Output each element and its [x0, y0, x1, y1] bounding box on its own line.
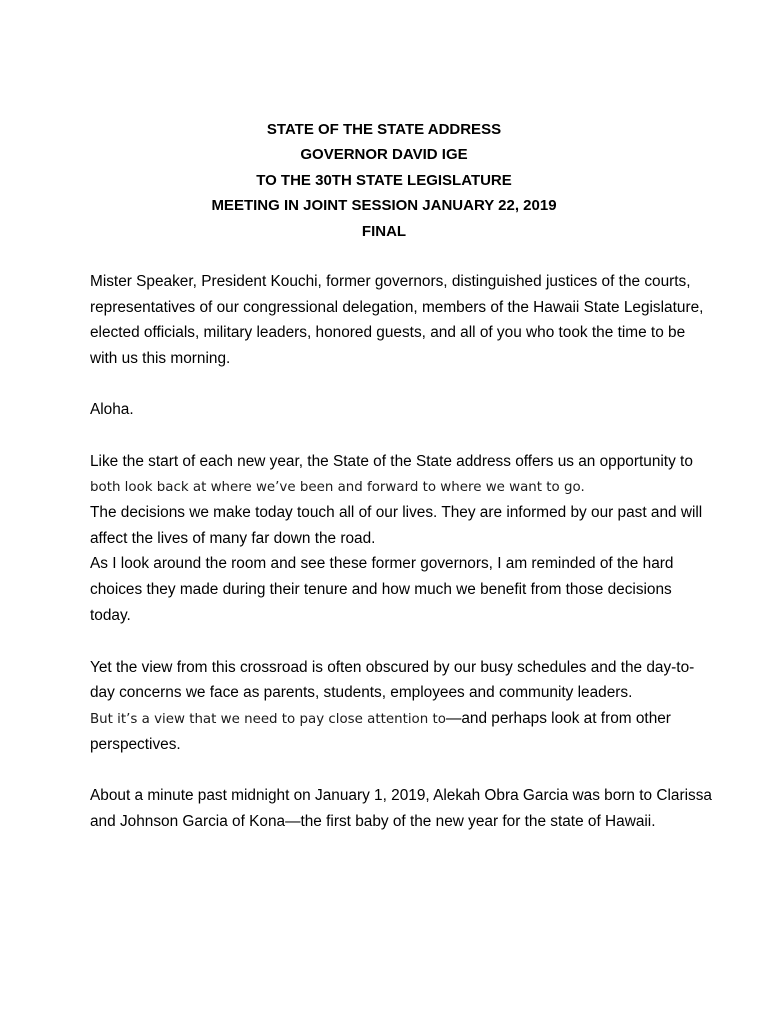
paragraph-line: About a minute past midnight on January 1, 2019, Alekah Obra Garcia was born to Clarissa	[90, 787, 712, 804]
paragraph-line: Like the start of each new year, the State of the State address offers us an opportunity to	[90, 453, 693, 470]
title-line-2: GOVERNOR DAVID IGE	[300, 146, 468, 163]
paragraph-line: elected officials, military leaders, honored guests, and all of you who took the time to be	[90, 324, 686, 341]
title-line-3: TO THE 30TH STATE LEGISLATURE	[256, 172, 512, 189]
paragraph-line: As I look around the room and see these former governors, I am reminded of the hard	[90, 555, 674, 572]
paragraph-line: Yet the view from this crossroad is often obscured by our busy schedules and the day-to-	[90, 659, 695, 676]
paragraph-text-fragment: —and perhaps look at from other	[445, 710, 671, 727]
paragraph-line	[90, 710, 671, 729]
paragraph-line: perspectives.	[90, 736, 181, 753]
paragraph-line: The decisions we make today touch all of our lives. They are informed by our past and will	[90, 504, 703, 521]
paragraph-line: affect the lives of many far down the road.	[90, 530, 376, 547]
paragraph-text-fragment: But it’s a view that we need to pay close attention to	[90, 712, 446, 727]
paragraph-line: with us this morning.	[90, 350, 231, 367]
paragraph-line: choices they made during their tenure and how much we benefit from those decisions	[90, 581, 672, 598]
title-line-1: STATE OF THE STATE ADDRESS	[266, 121, 502, 138]
paragraph-line: representatives of our congressional delegation, members of the Hawaii State Legislature,	[90, 299, 704, 316]
title-line-4: MEETING IN JOINT SESSION JANUARY 22, 2019	[211, 197, 557, 214]
paragraph-line: Mister Speaker, President Kouchi, former governors, distinguished justices of the courts,	[90, 273, 691, 290]
paragraph-line: Aloha.	[90, 401, 134, 418]
paragraph-line: and Johnson Garcia of Kona—the first baby of the new year for the state of Hawaii.	[90, 813, 656, 830]
paragraph-line: both look back at where we’ve been and forward to where we want to go.	[90, 480, 585, 495]
paragraph-line: day concerns we face as parents, students, employees and community leaders.	[90, 684, 633, 701]
paragraph-line: today.	[90, 607, 131, 624]
title-line-5: FINAL	[361, 223, 407, 240]
